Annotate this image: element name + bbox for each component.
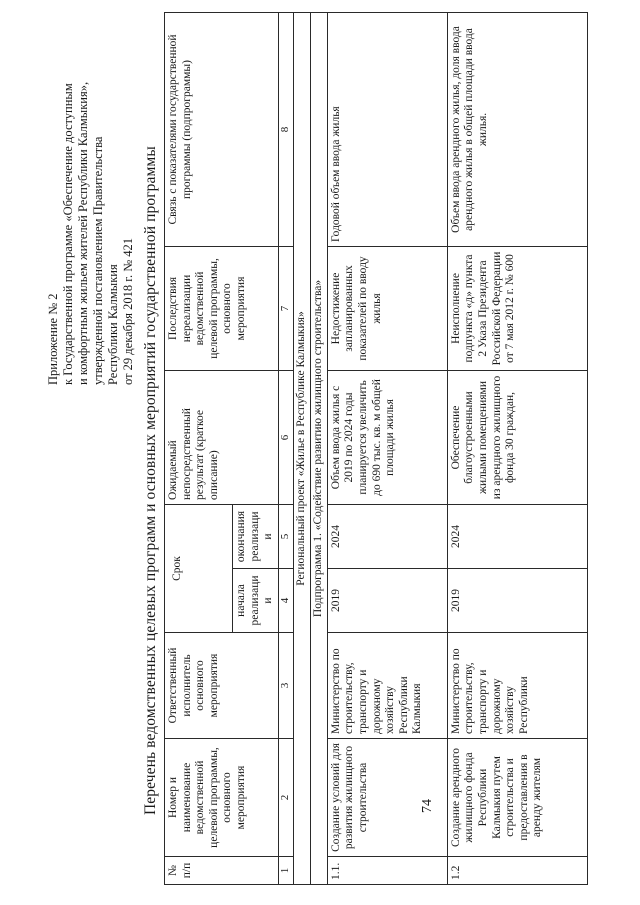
table-row (327, 12, 447, 884)
column-number: 8 (278, 12, 293, 246)
column-number: 3 (278, 633, 293, 739)
column-number: 2 (278, 739, 293, 857)
row-result: Обеспечение благоустроенными жилыми помещениями из арендного жилищного фонда 30 граждан, (447, 370, 587, 504)
row-end: 2024 (327, 504, 447, 568)
column-number-row (278, 12, 293, 884)
row-num: 1.1. (327, 857, 447, 885)
row-executor: Министерство по строительству, транспорту и дорожному хозяйству Республики Калмыкия (327, 633, 447, 739)
table-row (447, 12, 587, 884)
header-executor: Ответственный исполнитель основного мероприятия (165, 633, 279, 739)
row-consequences: Неисполнение подпункта «д» пункта 2 Указа Президента Российской Федерации от 7 мая 2012 г. № 600 (447, 246, 587, 370)
programs-table (164, 12, 588, 885)
header-name: Номер и наименование ведомственной целевой программы, основного мероприятия (165, 739, 279, 857)
document-title: Перечень ведомственных целевых программ и основных мероприятий государственной программы (142, 146, 159, 815)
regional-project-row (293, 12, 310, 884)
row-link: Годовой объем ввода жилья (327, 12, 447, 246)
row-link: Объем ввода арендного жилья, доля ввода арендного жилья в общей площади ввода жилья. (447, 12, 587, 246)
subprogram-title: Подпрограмма 1. «Содействие развитию жилищного строительства» (310, 12, 327, 884)
appendix-line: утвержденной постановлением Правительства (91, 136, 105, 385)
column-number: 7 (278, 246, 293, 370)
header-link: Связь с показателями государственной программы (подпрограммы) (165, 12, 279, 246)
header-consequences: Последствия нереализации ведомственной целевой программы, основного мероприятия (165, 246, 279, 370)
header-result: Ожидаемый непосредственный результат (краткое описание) (165, 370, 279, 504)
appendix-line: от 29 декабря 2018 г. № 421 (121, 237, 135, 385)
row-num: 1.2 (447, 857, 587, 885)
row-start: 2019 (447, 569, 587, 633)
regional-project-title: Региональный проект «Жилье в Республике Калмыкия» (293, 12, 310, 884)
header-start: начала реализаци и (233, 569, 279, 633)
row-name: Создание арендного жилищного фонда Республики Калмыкия путем строительства и предоставления в аренду жителям (447, 739, 587, 857)
row-executor: Министерство по строительству, транспорту и дорожному хозяйству Республики (447, 633, 587, 739)
appendix-line: Республики Калмыкия (106, 264, 120, 385)
appendix-line: Приложение № 2 (46, 293, 60, 385)
column-number: 4 (278, 569, 293, 633)
column-number: 5 (278, 504, 293, 568)
header-num: № п/п (165, 857, 279, 885)
row-result: Объем ввода жилья с 2019 по 2024 годы планируется увеличить до 690 тыс. кв. м общей площади жилья (327, 370, 447, 504)
page-number: 74 (420, 799, 435, 813)
header-end: окончания реализаци и (233, 504, 279, 568)
header-term: Срок (165, 504, 233, 632)
column-number: 6 (278, 370, 293, 504)
appendix-line: и комфортным жильем жителей Республики Калмыкия», (76, 81, 90, 385)
appendix-line: к Государственной программе «Обеспечение доступным (61, 83, 75, 385)
row-consequences: Недостижение запланированных показателей по вводу жилья (327, 246, 447, 370)
row-start: 2019 (327, 569, 447, 633)
column-number: 1 (278, 857, 293, 885)
row-name: Создание условий для развития жилищного строительства (327, 739, 447, 857)
appendix-note (46, 5, 136, 385)
subprogram-row (310, 12, 327, 884)
table-header-row (165, 12, 233, 884)
row-end: 2024 (447, 504, 587, 568)
